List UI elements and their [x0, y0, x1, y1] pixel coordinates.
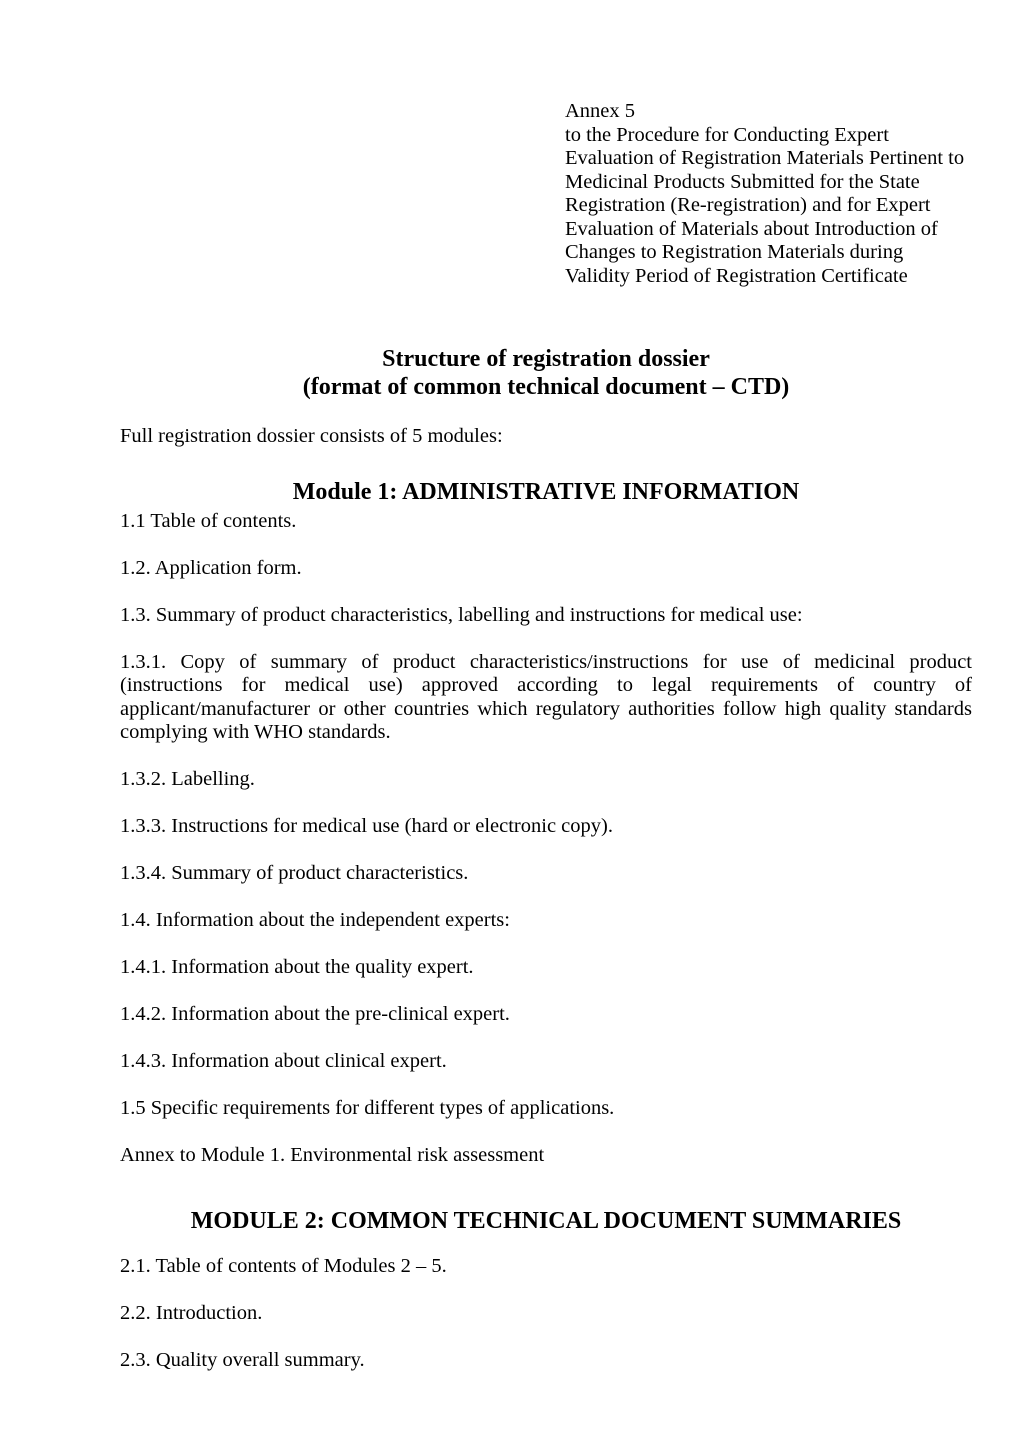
section-2-3: 2.3. Quality overall summary. [120, 1348, 365, 1371]
section-1-3-4: 1.3.4. Summary of product characteristics. [120, 862, 469, 884]
section-2-1: 2.1. Table of contents of Modules 2 – 5. [120, 1254, 447, 1277]
section-1-3-1: 1.3.1. Copy of summary of product characteristics/instructions for use of medicinal product (instructions for medical use) approved according to legal requirements of country of applicant/manufacturer or other countries which regulatory authorities follow high quality standards complying with WHO standards. [120, 650, 972, 743]
annex-to-module-1: Annex to Module 1. Environmental risk assessment [120, 1144, 545, 1166]
section-1-1: 1.1 Table of contents. [120, 509, 297, 532]
annex-line-4: Medicinal Products Submitted for the State [565, 170, 920, 193]
annex-line-5: Registration (Re-registration) and for Expert [565, 194, 931, 216]
section-1-2: 1.2. Application form. [120, 556, 302, 579]
section-1-3-2: 1.3.2. Labelling. [120, 768, 255, 790]
module2-heading: MODULE 2: COMMON TECHNICAL DOCUMENT SUMMARIES [190, 1207, 902, 1234]
annex-line-8: Validity Period of Registration Certificate [565, 264, 908, 287]
annex-line-2: to the Procedure for Conducting Expert [565, 123, 889, 146]
document-title [120, 345, 972, 401]
annex-reference-block [565, 100, 972, 288]
annex-line-3: Evaluation of Registration Materials Pertinent to [565, 147, 965, 169]
annex-line-6: Evaluation of Materials about Introduction of [565, 217, 938, 240]
section-1-3: 1.3. Summary of product characteristics, labelling and instructions for medical use: [120, 603, 803, 626]
module1-heading: Module 1: ADMINISTRATIVE INFORMATION [292, 478, 800, 505]
section-1-3-3: 1.3.3. Instructions for medical use (hard or electronic copy). [120, 815, 613, 837]
annex-line-1: Annex 5 [565, 100, 636, 122]
document-title-line-1: Structure of registration dossier [382, 346, 710, 372]
section-1-4-1: 1.4.1. Information about the quality expert. [120, 956, 474, 978]
intro-paragraph: Full registration dossier consists of 5 modules: [120, 425, 503, 447]
document-title-line-2: (format of common technical document – CTD) [302, 374, 790, 400]
section-1-4-3: 1.4.3. Information about clinical expert. [120, 1050, 447, 1072]
section-1-4: 1.4. Information about the independent experts: [120, 909, 510, 931]
annex-line-7: Changes to Registration Materials during [565, 241, 904, 263]
section-1-4-2: 1.4.2. Information about the pre-clinical expert. [120, 1003, 510, 1025]
section-1-5: 1.5 Specific requirements for different types of applications. [120, 1097, 615, 1119]
section-2-2: 2.2. Introduction. [120, 1301, 263, 1324]
